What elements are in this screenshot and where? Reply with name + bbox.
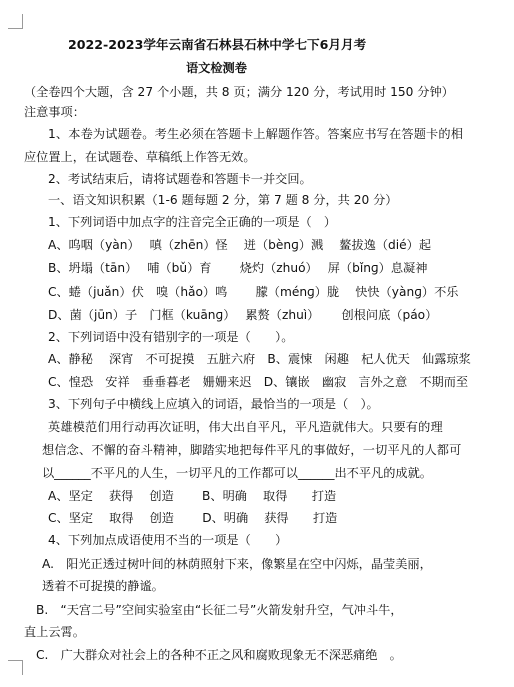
exam-subtitle: 语文检测卷 (186, 61, 247, 75)
question-4: 4、下列加点成语使用不当的一项是（ ） (48, 533, 288, 547)
notice-1-line-2: 应位置上，在试题卷、草稿纸上作答无效。 (24, 150, 256, 164)
section-1-heading: 一、语文知识积累（1-6 题每题 2 分，第 7 题 8 分，共 20 分） (48, 193, 398, 207)
question-3: 3、下列句子中横线上应填入的词语，最恰当的一项是（ ）。 (48, 397, 379, 411)
notice-1-line-1: 1、本卷为试题卷。考生必须在答题卡上解题作答。答案应书写在答题卡的相 (48, 127, 464, 141)
crop-mark-top-left (8, 14, 23, 29)
exam-title: 2022-2023学年云南省石林县石林中学七下6月月考 (68, 37, 367, 52)
question-4-option-a-line-1: A. 阳光正透过树叶间的林荫照射下来，像繁星在空中闪烁，晶莹美丽， (42, 557, 432, 571)
question-1-option-b: B、坍塌（tān） 哺（bǔ）育 烧灼（zhuó） 屏（bǐnɡ）息凝神 (48, 261, 428, 275)
notice-2: 2、考试结束后，请将试题卷和答题卡一并交回。 (48, 172, 312, 186)
question-3-options-cd: C、坚定 取得 创造 D、明确 获得 打造 (48, 511, 338, 525)
question-1-option-a: A、呜咽（yàn） 嗔（zhēn）怪 迸（bènɡ）溅 鳌拔逸（dié）起 (48, 238, 432, 252)
question-2: 2、下列词语中没有错别字的一项是（ ）。 (48, 330, 294, 344)
question-1: 1、下列词语中加点字的注音完全正确的一项是（ ） (48, 215, 337, 229)
question-4-option-c: C. 广大群众对社会上的各种不正之风和腐败现象无不深恶痛绝 。 (36, 648, 402, 662)
question-3-passage-line-1: 英雄模范们用行动再次证明，伟大出自平凡，平凡造就伟大。只要有的理 (48, 420, 443, 434)
question-2-options-ab: A、静秘 深宵 不可捉摸 五脏六府 B、震悚 闲趣 杞人优天 仙露琼浆 (48, 352, 471, 366)
question-1-option-c: C、蜷（juǎn）伏 嗅（hǎo）鸣 朦（ménɡ）胧 快快（yànɡ）不乐 (48, 285, 459, 299)
question-3-passage-line-3: 以______不平凡的人生，一切平凡的工作都可以______出不平凡的成就。 (42, 466, 432, 480)
question-4-option-b-line-1: B. “天宫二号”空间实验室由“长征二号”火箭发射升空，气冲斗牛， (36, 603, 403, 617)
question-4-option-a-line-2: 透着不可捉摸的静谧。 (42, 579, 164, 593)
exam-info: （全卷四个大题，含 27 个小题，共 8 页；满分 120 分，考试用时 150 分钟） (24, 85, 454, 99)
question-2-options-cd: C、惶恐 安祥 垂垂暮老 姗姗来迟 D、镶嵌 幽寂 言外之意 不期而至 (48, 375, 469, 389)
notice-heading: 注意事项： (24, 105, 85, 119)
question-4-option-b-line-2: 直上云霄。 (24, 625, 85, 639)
question-3-options-ab: A、坚定 获得 创造 B、明确 取得 打造 (48, 489, 337, 503)
question-3-passage-line-2: 想信念、不懈的奋斗精神，脚踏实地把每件平凡的事做好，一切平凡的人都可 (42, 443, 462, 457)
crop-mark-bottom-left (8, 660, 23, 675)
question-1-option-d: D、菌（jūn）子 门框（kuānɡ） 累赘（zhuì） 创根问底（páo） (48, 308, 438, 322)
